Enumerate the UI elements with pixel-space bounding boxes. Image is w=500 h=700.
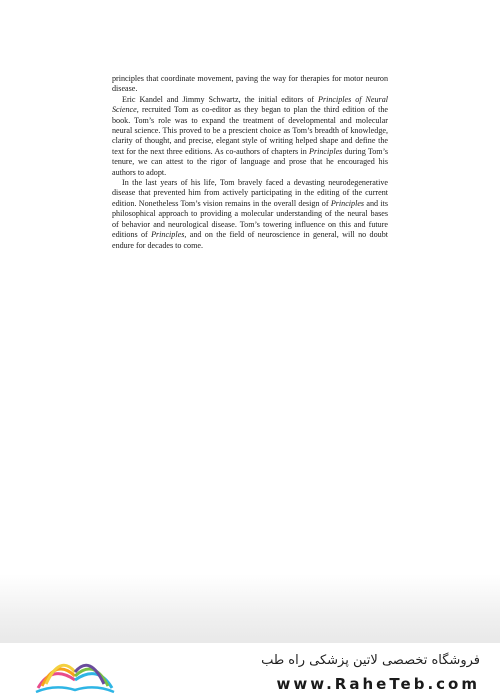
paragraph-2: Eric Kandel and Jimmy Schwartz, the initial editors of Principles of Neural Science, recruited Tom as co-editor as they began to plan the third edition of the book. Tom’s role was to expand the treatment of developmental and molecular neural science. This proved to be a prescient choice as Tom’s breadth of knowledge, clarity of thought, and precise, elegant style of writing helped shape and define the text for the next three editions. As co-authors of chapters in Principles during Tom’s tenure, we can attest to the rigor of language and prose that he encouraged his authors to adopt.	[112, 94, 389, 177]
body-text	[112, 74, 388, 251]
book-title-italic: Principles	[309, 146, 343, 156]
book-title-italic: Principles	[151, 230, 185, 240]
store-footer	[0, 643, 500, 700]
paragraph-1: principles that coordinate movement, paving the way for therapies for motor neuron disease.	[112, 74, 388, 94]
open-book-logo-icon	[30, 650, 120, 696]
book-title-italic: Principles	[330, 198, 365, 208]
store-url-link[interactable]: www.RaheTeb.com	[276, 675, 480, 693]
store-name: فروشگاه تخصصی لاتین پزشکی راه طب	[261, 653, 480, 668]
paragraph-3: In the last years of his life, Tom bravely faced a devasting neurodegenerative disease that prevented him from actively participating in the editing of the current edition. Nonetheless Tom’s vision remains in the overall design of Principles and its philosophical approach to providing a molecular understanding of the neural bases of behavior and neurological disease. Tom’s towering influence on this and future editions of Principles, and on the field of neuroscience in general, will no doubt endure for decades to come.	[112, 178, 388, 250]
book-title-italic: Principles of Neural Science	[112, 94, 389, 115]
